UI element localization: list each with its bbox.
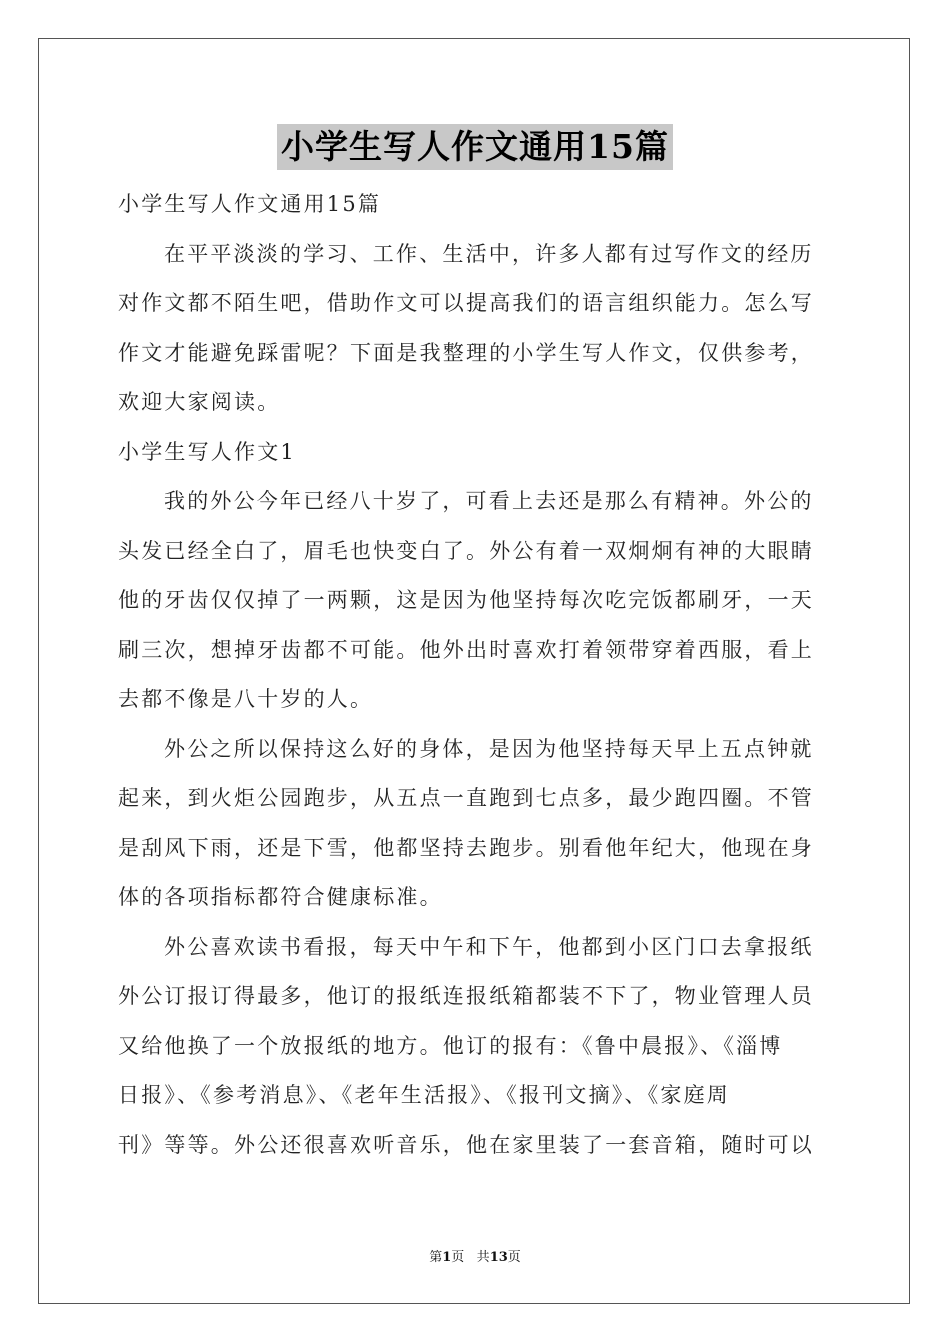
document-title: 小学生写人作文通用15篇 <box>277 124 673 170</box>
title-container <box>0 124 950 170</box>
text-line: 外公之所以保持这么好的身体，是因为他坚持每天早上五点钟就 <box>164 736 814 761</box>
text-line: 刷三次，想掉牙齿都不可能。他外出时喜欢打着领带穿着西服，看上 <box>118 637 814 662</box>
section-heading: 小学生写人作文1 <box>118 439 296 464</box>
text-line: 外公订报订得最多，他订的报纸连报纸箱都装不下了，物业管理人员 <box>118 984 814 1008</box>
text-line: 又给他换了一个放报纸的地方。他订的报有：《鲁中晨报》、《淄博 <box>118 1033 783 1058</box>
text-line: 头发已经全白了，眉毛也快变白了。外公有着一双炯炯有神的大眼睛 <box>118 538 814 563</box>
text-line: 日报》、《参考消息》、《老年生活报》、《报刊文摘》、《家庭周 <box>118 1083 730 1107</box>
text-line: 欢迎大家阅读。 <box>118 390 281 414</box>
page-footer <box>0 1246 950 1265</box>
page-prefix: 第 <box>429 1250 443 1265</box>
text-line: 外公喜欢读书看报，每天中午和下午，他都到小区门口去拿报纸 <box>164 934 814 959</box>
subtitle-line: 小学生写人作文通用15篇 <box>118 192 382 216</box>
text-line: 他的牙齿仅仅掉了一两颗，这是因为他坚持每次吃完饭都刷牙，一天 <box>118 588 814 612</box>
text-line: 起来，到火炬公园跑步，从五点一直跑到七点多，最少跑四圈。不管 <box>118 786 814 810</box>
text-line: 我的外公今年已经八十岁了，可看上去还是那么有精神。外公的 <box>164 489 814 513</box>
text-line: 是刮风下雨，还是下雪，他都坚持去跑步。别看他年纪大，他现在身 <box>118 835 814 860</box>
page-number: 1 <box>442 1250 452 1265</box>
document-body <box>118 180 836 1170</box>
text-line: 在平平淡淡的学习、工作、生活中，许多人都有过写作文的经历 <box>164 241 814 266</box>
total-pages: 13 <box>489 1250 508 1265</box>
page-suffix: 页 <box>451 1250 465 1265</box>
text-line: 对作文都不陌生吧，借助作文可以提高我们的语言组织能力。怎么写 <box>118 291 814 315</box>
total-prefix: 共 <box>476 1250 490 1265</box>
text-line: 刊》等等。外公还很喜欢听音乐，他在家里装了一套音箱，随时可以 <box>118 1132 814 1157</box>
text-line: 去都不像是八十岁的人。 <box>118 687 374 711</box>
text-line: 体的各项指标都符合健康标准。 <box>118 885 443 909</box>
text-line: 作文才能避免踩雷呢？下面是我整理的小学生写人作文，仅供参考， <box>118 340 814 365</box>
total-suffix: 页 <box>507 1250 521 1265</box>
